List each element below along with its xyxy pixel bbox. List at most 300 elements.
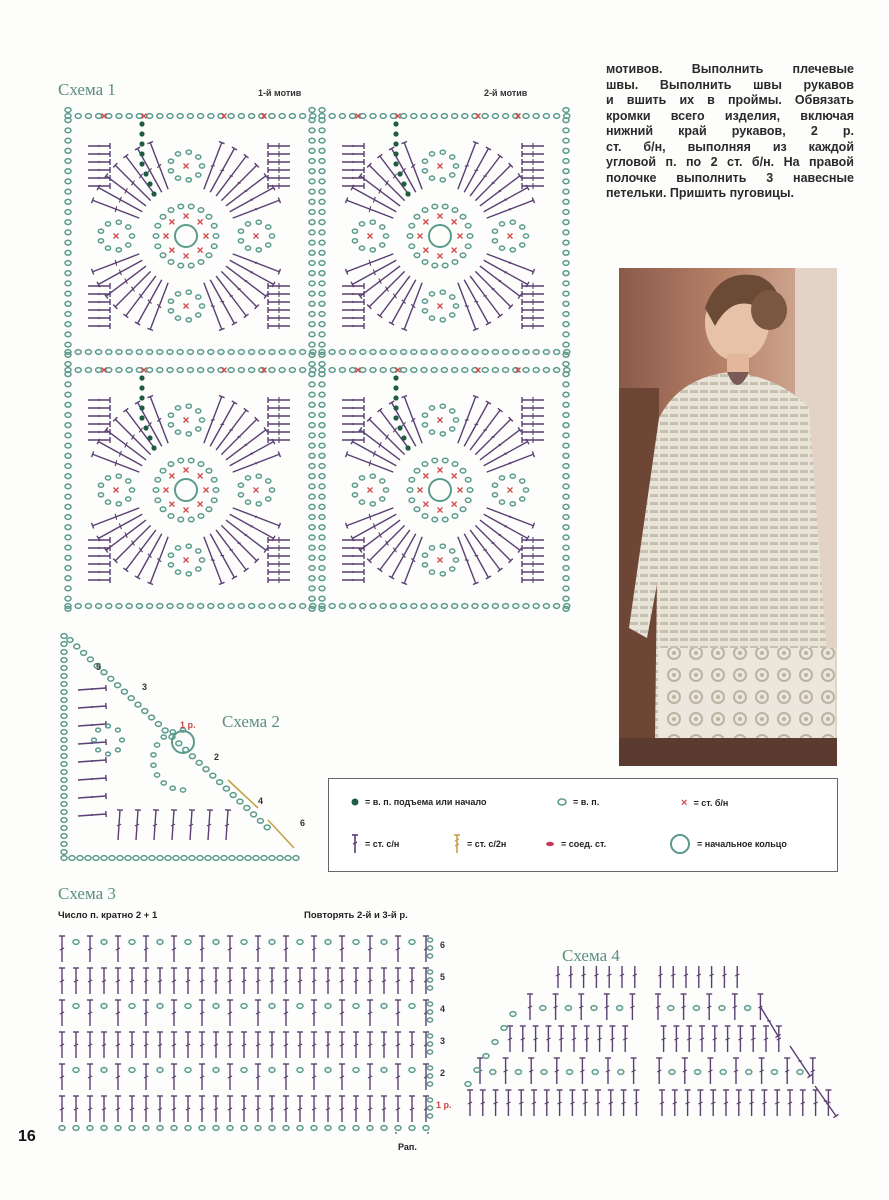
chain-stitch	[462, 604, 468, 609]
chain-stitch	[61, 856, 67, 861]
chain-stitch	[411, 604, 417, 609]
chain-stitch	[407, 234, 413, 238]
chain-stitch	[563, 525, 569, 530]
chain-stitch	[253, 856, 259, 861]
chain-stitch	[564, 114, 570, 119]
chain-stitch	[370, 220, 375, 224]
chain-stitch	[503, 114, 509, 119]
chain-stitch	[101, 1068, 107, 1073]
chain-stitch	[65, 566, 71, 571]
chain-stitch	[61, 674, 67, 679]
chain-stitch	[175, 176, 180, 180]
chain-stitch	[196, 295, 201, 299]
chain-stitch	[160, 507, 166, 511]
chain-stitch	[73, 940, 79, 945]
chain-stitch	[65, 504, 71, 509]
chain-stitch	[427, 1050, 432, 1054]
chain-stitch	[61, 730, 67, 735]
chain-stitch	[85, 114, 91, 119]
chain-stitch	[269, 1126, 275, 1131]
chain-stitch	[186, 318, 191, 322]
chain-stitch	[422, 169, 427, 173]
chain-stitch	[75, 368, 81, 373]
chain-stitch	[472, 604, 478, 609]
schema3-row-5: 5	[440, 972, 446, 982]
chain-stitch	[319, 392, 325, 397]
chain-stitch	[563, 148, 569, 153]
chain-stitch	[106, 604, 112, 609]
chain-stitch	[563, 494, 569, 499]
chain-stitch	[309, 291, 315, 296]
chain-stitch	[168, 423, 173, 427]
chain-stitch	[309, 515, 315, 520]
chain-stitch	[198, 368, 204, 373]
chain-stitch	[409, 244, 415, 248]
chain-stitch	[187, 350, 193, 355]
chain-stitch	[427, 954, 432, 958]
chain-stitch	[510, 248, 515, 252]
chain-oval-icon	[557, 798, 567, 806]
chain-stitch	[121, 689, 127, 694]
repeat-bracket	[396, 1132, 428, 1134]
chain-stitch	[300, 604, 306, 609]
chain-stitch	[427, 938, 432, 942]
chain-stitch	[300, 368, 306, 373]
chain-stitch	[540, 1006, 546, 1011]
chain-stitch	[196, 173, 201, 177]
schema3-note-right: Повторять 2-й и 3-й р.	[304, 910, 408, 921]
chain-stitch	[427, 1034, 432, 1038]
chain-stitch	[266, 225, 271, 229]
chain-stitch	[65, 402, 71, 407]
chain-stitch	[309, 108, 315, 113]
chain-stitch	[563, 342, 569, 347]
legend-item-dc: = ст. с/н	[351, 833, 399, 855]
chain-stitch	[175, 546, 180, 550]
chain-stitch	[319, 332, 325, 337]
chain-stitch	[409, 1004, 415, 1009]
chain-stitch	[310, 368, 316, 373]
chain-stitch	[105, 222, 110, 226]
chain-stitch	[61, 754, 67, 759]
chain-stitch	[223, 786, 229, 791]
chain-stitch	[101, 1004, 107, 1009]
chain-stitch	[155, 722, 161, 727]
chain-stitch	[168, 299, 173, 303]
chain-stitch	[157, 940, 163, 945]
chain-stitch	[116, 502, 121, 506]
chain-stitch	[492, 483, 497, 487]
chain-stitch	[352, 239, 357, 243]
chain-stitch	[155, 477, 161, 481]
chain-stitch	[563, 301, 569, 306]
chain-stitch	[669, 1070, 675, 1075]
chain-stitch	[503, 368, 509, 373]
chain-stitch	[175, 292, 180, 296]
chain-stitch	[432, 458, 438, 462]
magic-ring	[429, 225, 451, 247]
chain-stitch	[92, 738, 97, 742]
chain-stitch	[297, 940, 303, 945]
chain-stitch	[370, 604, 376, 609]
chain-stitch	[157, 604, 163, 609]
start-chain-dot	[151, 445, 156, 450]
chain-stitch	[563, 291, 569, 296]
chain-stitch	[429, 292, 434, 296]
chain-stitch	[563, 281, 569, 286]
chain-stitch	[237, 856, 243, 861]
chain-stitch	[309, 464, 315, 469]
chain-stitch	[513, 350, 519, 355]
chain-stitch	[65, 515, 71, 520]
chain-stitch	[543, 114, 549, 119]
chain-stitch	[175, 152, 180, 156]
chain-stitch	[563, 322, 569, 327]
chain-stitch	[309, 261, 315, 266]
chain-stitch	[563, 362, 569, 367]
chain-stitch	[329, 368, 335, 373]
instructions-line: ст. б/н, выполняя из каждой	[606, 139, 854, 154]
chain-stitch	[309, 423, 315, 428]
chain-stitch	[199, 558, 204, 562]
chain-stitch	[106, 368, 112, 373]
chain-stitch	[309, 301, 315, 306]
chain-stitch	[319, 453, 325, 458]
chain-stitch	[256, 502, 261, 506]
chain-stitch	[414, 507, 420, 511]
chain-stitch	[115, 1126, 121, 1131]
chain-stitch	[289, 604, 295, 609]
chain-stitch	[482, 368, 488, 373]
chain-stitch	[442, 458, 448, 462]
chain-stitch	[319, 271, 325, 276]
chain-stitch	[61, 722, 67, 727]
chain-stitch	[563, 312, 569, 317]
chain-stitch	[450, 295, 455, 299]
chain-stitch	[199, 1126, 205, 1131]
chain-stitch	[115, 683, 121, 688]
chain-stitch	[297, 1004, 303, 1009]
chain-stitch	[427, 1082, 432, 1086]
chain-stitch	[520, 497, 525, 501]
chain-stitch	[543, 368, 549, 373]
chain-stitch	[554, 368, 560, 373]
chain-stitch	[360, 368, 366, 373]
chain-stitch	[309, 555, 315, 560]
chain-stitch	[422, 553, 427, 557]
chain-stitch	[563, 189, 569, 194]
chain-stitch	[208, 350, 214, 355]
chain-stitch	[421, 368, 427, 373]
chain-stitch	[256, 220, 261, 224]
chain-stitch	[563, 230, 569, 235]
chain-stitch	[309, 545, 315, 550]
chain-stitch	[87, 657, 93, 662]
hdc-stitch-icon	[453, 833, 461, 855]
chain-stitch	[401, 604, 407, 609]
chain-stitch	[65, 322, 71, 327]
chain-stitch	[175, 430, 180, 434]
chain-stitch	[186, 178, 191, 182]
start-chain-dot	[143, 171, 148, 176]
tc-stitch	[268, 820, 294, 848]
chain-stitch	[206, 253, 212, 257]
start-chain-dot	[397, 425, 402, 430]
chain-stitch	[492, 229, 497, 233]
magic-ring	[429, 479, 451, 501]
chain-stitch	[319, 464, 325, 469]
chain-stitch	[492, 350, 498, 355]
chain-stitch	[175, 316, 180, 320]
chain-stitch	[319, 128, 325, 133]
chain-stitch	[520, 225, 525, 229]
chain-stitch	[269, 1004, 275, 1009]
chain-stitch	[319, 210, 325, 215]
chain-stitch	[422, 514, 428, 518]
crochet-motif	[65, 108, 316, 358]
chain-stitch	[238, 229, 243, 233]
chain-stitch	[65, 332, 71, 337]
chain-stitch	[359, 500, 364, 504]
chain-stitch	[96, 368, 102, 373]
chain-stitch	[69, 856, 75, 861]
chain-stitch	[309, 240, 315, 245]
chain-stitch	[381, 940, 387, 945]
chain-stitch	[319, 545, 325, 550]
chain-stitch	[65, 179, 71, 184]
chain-stitch	[617, 1006, 623, 1011]
chain-stitch	[319, 494, 325, 499]
chain-stitch	[350, 350, 356, 355]
chain-stitch	[563, 240, 569, 245]
chain-stitch	[211, 477, 217, 481]
chain-stitch	[196, 313, 201, 317]
schema2-row-5: 5	[96, 662, 102, 672]
chain-stitch	[380, 225, 385, 229]
chain-stitch	[73, 1068, 79, 1073]
chain-stitch	[155, 244, 161, 248]
chain-stitch	[198, 114, 204, 119]
chain-stitch	[319, 596, 325, 601]
chain-stitch	[188, 517, 194, 521]
chain-stitch	[162, 728, 168, 733]
chain-stitch	[429, 176, 434, 180]
chain-stitch	[422, 413, 427, 417]
chain-stitch	[401, 350, 407, 355]
chain-stitch	[186, 544, 191, 548]
chain-stitch	[350, 114, 356, 119]
instructions-line: швы. Выполнить швы рукавов	[606, 77, 854, 92]
chain-stitch	[510, 474, 515, 478]
chain-stitch	[129, 488, 134, 492]
chain-stitch	[61, 794, 67, 799]
chain-stitch	[309, 484, 315, 489]
chain-stitch	[155, 223, 161, 227]
chain-stitch	[213, 940, 219, 945]
chain-stitch	[249, 368, 255, 373]
chain-stitch	[441, 368, 447, 373]
chain-stitch	[251, 812, 257, 817]
chain-stitch	[492, 114, 498, 119]
chain-stitch	[85, 350, 91, 355]
chain-stitch	[492, 493, 497, 497]
chain-stitch	[381, 1004, 387, 1009]
chain-stitch	[421, 350, 427, 355]
chain-stitch	[452, 114, 458, 119]
chain-stitch	[245, 476, 250, 480]
chain-stitch	[180, 788, 185, 792]
chain-stitch	[126, 225, 131, 229]
chain-stitch	[309, 271, 315, 276]
chain-stitch	[289, 114, 295, 119]
chain-stitch	[160, 214, 166, 218]
chain-stitch	[73, 1126, 79, 1131]
instructions-line: нижний край рукавов, 2 р.	[606, 124, 854, 138]
start-chain-dot	[393, 415, 398, 420]
chain-stitch	[309, 525, 315, 530]
chain-stitch	[283, 1126, 289, 1131]
chain-stitch	[105, 476, 110, 480]
chain-stitch	[61, 810, 67, 815]
chain-stitch	[453, 304, 458, 308]
chain-stitch	[421, 114, 427, 119]
chain-stitch	[65, 484, 71, 489]
chain-stitch	[380, 350, 386, 355]
chain-stitch	[309, 210, 315, 215]
chain-stitch	[450, 173, 455, 177]
chain-stitch	[319, 423, 325, 428]
chain-stitch	[414, 253, 420, 257]
chain-stitch	[503, 350, 509, 355]
chain-stitch	[746, 1070, 752, 1075]
instructions-line: угловой п. по 2 ст. б/н. На правой	[606, 155, 854, 169]
chain-stitch	[65, 148, 71, 153]
chain-stitch	[309, 230, 315, 235]
chain-stitch	[442, 517, 448, 521]
chain-stitch	[563, 108, 569, 113]
schema3-row-4: 4	[440, 1004, 446, 1014]
chain-stitch	[450, 155, 455, 159]
chain-stitch	[422, 159, 427, 163]
chain-stitch	[168, 413, 173, 417]
chain-stitch	[440, 572, 445, 576]
chain-stitch	[213, 856, 219, 861]
chain-stitch	[279, 368, 285, 373]
chain-stitch	[567, 1070, 573, 1075]
chain-stitch	[300, 350, 306, 355]
chain-stitch	[309, 179, 315, 184]
chain-stitch	[309, 169, 315, 174]
chain-stitch	[101, 670, 107, 675]
chain-stitch	[266, 479, 271, 483]
chain-stitch	[238, 114, 244, 119]
chain-stitch	[241, 1126, 247, 1131]
chain-stitch	[499, 222, 504, 226]
chain-stitch	[311, 1126, 317, 1131]
chain-stitch	[352, 229, 357, 233]
chain-stitch	[319, 118, 325, 123]
chain-stitch	[147, 350, 153, 355]
schema2-row-4: 4	[258, 796, 264, 806]
chain-stitch	[668, 1006, 674, 1011]
start-chain-dot	[139, 415, 144, 420]
chain-stitch	[98, 229, 103, 233]
chain-stitch	[352, 483, 357, 487]
chain-stitch	[65, 189, 71, 194]
chain-stitch	[106, 724, 111, 728]
start-chain-dot	[393, 405, 398, 410]
chain-stitch	[319, 301, 325, 306]
chain-stitch	[189, 856, 195, 861]
chain-stitch	[277, 856, 283, 861]
chain-stitch	[513, 604, 519, 609]
chain-stitch	[245, 222, 250, 226]
chain-stitch	[309, 189, 315, 194]
chain-stitch	[65, 474, 71, 479]
chain-stitch	[151, 763, 156, 767]
chain-stitch	[319, 443, 325, 448]
chain-stitch	[401, 368, 407, 373]
chain-stitch	[460, 253, 466, 257]
chain-stitch	[178, 517, 184, 521]
chain-stitch	[319, 433, 325, 438]
chain-stitch	[319, 220, 325, 225]
chain-stitch	[452, 514, 458, 518]
chain-stitch	[563, 555, 569, 560]
chain-stitch	[161, 735, 166, 739]
chain-stitch	[319, 169, 325, 174]
legend-item-ring: = начальное кольцо	[669, 833, 787, 855]
chain-stitch	[196, 409, 201, 413]
chain-stitch	[409, 498, 415, 502]
chain-stitch	[105, 246, 110, 250]
chain-stitch	[187, 604, 193, 609]
chain-stitch	[65, 464, 71, 469]
start-chain-dot	[139, 375, 144, 380]
chain-stitch	[279, 350, 285, 355]
chain-stitch	[309, 159, 315, 164]
chain-stitch	[65, 392, 71, 397]
chain-stitch	[126, 243, 131, 247]
chain-stitch	[217, 780, 223, 785]
chain-stitch	[533, 368, 539, 373]
chain-stitch	[96, 114, 102, 119]
chain-stitch	[319, 108, 325, 113]
chain-stitch	[319, 576, 325, 581]
chain-stitch	[554, 114, 560, 119]
chain-stitch	[116, 220, 121, 224]
chain-stitch	[453, 164, 458, 168]
chain-stitch	[167, 350, 173, 355]
chain-stitch	[319, 281, 325, 286]
chain-stitch	[65, 312, 71, 317]
chain-stitch	[370, 474, 375, 478]
chain-stitch	[563, 586, 569, 591]
chain-stitch	[167, 368, 173, 373]
chain-stitch	[197, 856, 203, 861]
chain-stitch	[157, 1068, 163, 1073]
chain-stitch	[370, 350, 376, 355]
chain-stitch	[563, 535, 569, 540]
chain-stitch	[241, 940, 247, 945]
chain-stitch	[325, 1068, 331, 1073]
chain-stitch	[198, 514, 204, 518]
chain-stitch	[453, 558, 458, 562]
chain-stitch	[319, 535, 325, 540]
chain-stitch	[427, 986, 432, 990]
chain-stitch	[75, 604, 81, 609]
chain-stitch	[472, 350, 478, 355]
